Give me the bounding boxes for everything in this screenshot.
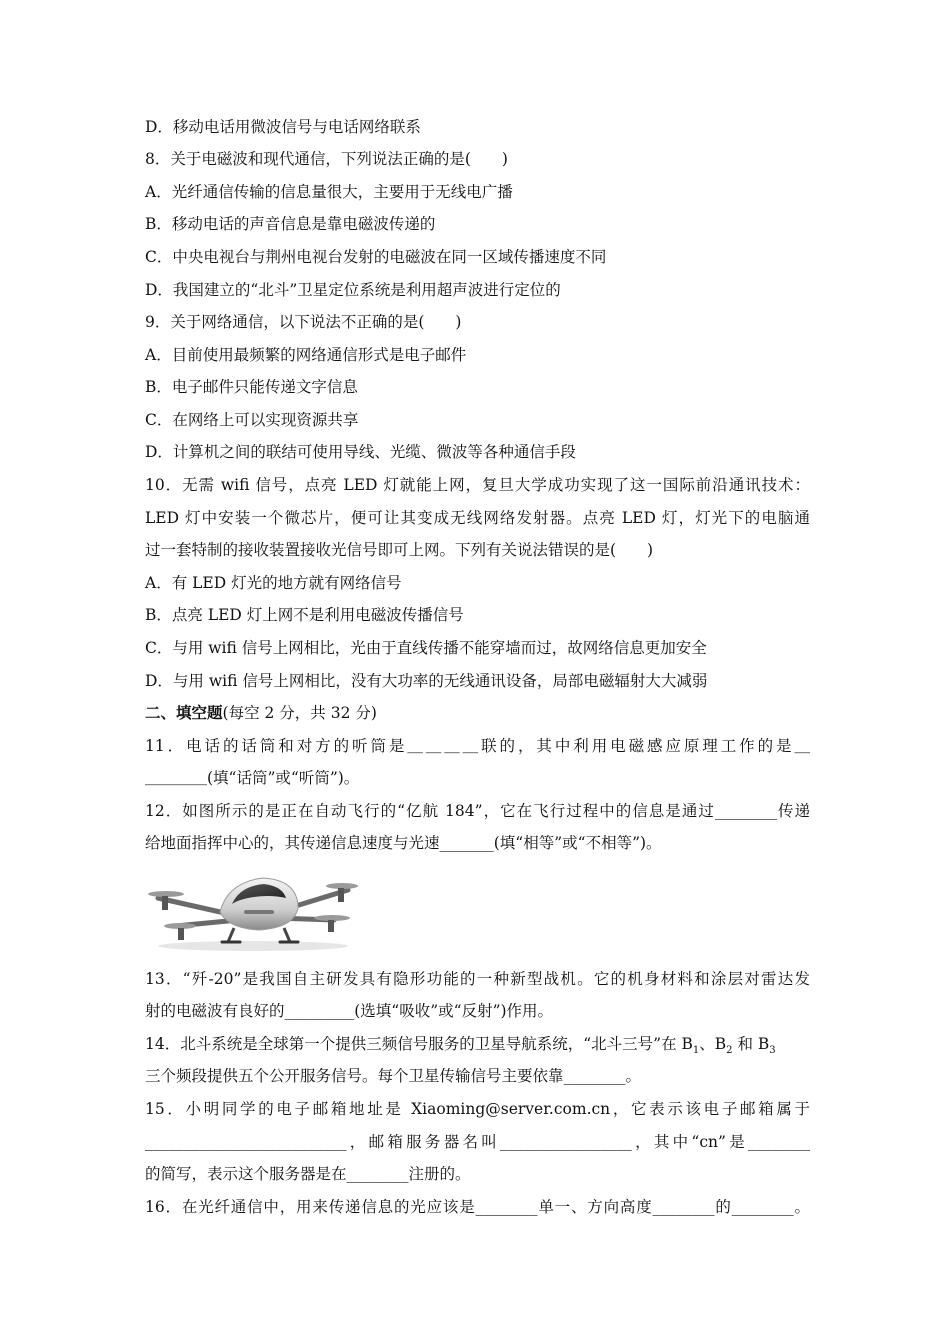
question-13-line2: 射的电磁波有良好的_________(选填“吸收”或“反射”)作用。: [145, 1002, 554, 1020]
section-heading: [145, 702, 810, 724]
question-14-line1: [145, 1033, 810, 1055]
option-7d: D．移动电话用微波信号与电话网络联系: [145, 118, 421, 136]
section-title: 二、填空题: [145, 703, 223, 722]
question-15-line1: 15．小明同学的电子邮箱地址是 Xiaoming@server.com.cn，它表示该电子邮箱属于: [145, 1100, 810, 1118]
question-15-line2: __________________________，邮箱服务器名叫_________________，其中“cn”是________: [145, 1133, 810, 1151]
question-10-line2: LED 灯中安装一个微芯片，便可让其变成无线网络发射器。点亮 LED 灯，灯光下的电脑通: [145, 509, 810, 527]
q14-sub-1: 1: [692, 1045, 700, 1057]
option-8b: B．移动电话的声音信息是靠电磁波传递的: [145, 215, 436, 233]
option-10d: D．与用 wifi 信号上网相比，没有大功率的无线通讯设备，局部电磁辐射大大减弱: [145, 672, 708, 690]
question-10-line3: 过一套特制的接收装置接收光信号即可上网。下列有关说法错误的是( ): [145, 541, 654, 559]
question-12-line2: 给地面指挥中心的，其传递信息速度与光速_______(填“相等”或“不相等”)。: [145, 834, 662, 852]
question-15-line3: 的简写，表示这个服务器是在________注册的。: [145, 1165, 471, 1183]
q14-sub-2: 2: [726, 1045, 733, 1057]
q14-text-b: 、B: [699, 1035, 727, 1053]
option-10b: B．点亮 LED 灯上网不是利用电磁波传播信号: [145, 606, 464, 624]
option-9b: B．电子邮件只能传递文字信息: [145, 378, 358, 396]
section-note: (每空 2 分，共 32 分): [222, 704, 377, 722]
option-9d: D．计算机之间的联结可使用导线、光缆、微波等各种通信手段: [145, 443, 576, 461]
question-12-line1: 12．如图所示的是正在自动飞行的“亿航 184”，它在飞行过程中的信息是通过________传递: [145, 802, 810, 820]
q14-text-c: 和 B: [732, 1035, 770, 1053]
question-11-line1: 11．电话的话筒和对方的听筒是＿＿＿＿联的，其中利用电磁感应原理工作的是＿: [145, 737, 810, 755]
option-8d: D．我国建立的“北斗”卫星定位系统是利用超声波进行定位的: [145, 281, 561, 299]
question-8: 8．关于电磁波和现代通信，下列说法正确的是( ): [145, 150, 508, 168]
q14-text-a: 14．北斗系统是全球第一个提供三频信号服务的卫星导航系统，“北斗三号”在 B: [145, 1035, 693, 1053]
option-10a: A．有 LED 灯光的地方就有网络信号: [145, 574, 402, 592]
question-13-line1: 13．“歼-20”是我国自主研发具有隐形功能的一种新型战机。它的机身材料和涂层对雷达发: [145, 970, 810, 988]
option-9c: C．在网络上可以实现资源共享: [145, 411, 359, 429]
question-16-line1: 16．在光纤通信中，用来传递信息的光应该是________单一、方向高度________的________。: [145, 1198, 810, 1216]
option-8c: C．中央电视台与荆州电视台发射的电磁波在同一区域传播速度不同: [145, 248, 607, 266]
q14-sub-3: 3: [769, 1045, 776, 1057]
question-11-line2: ＿＿＿＿(填“话筒”或“听筒”)。: [145, 769, 360, 787]
question-10-line1: 10．无需 wifi 信号，点亮 LED 灯就能上网，复旦大学成功实现了这一国际前沿通讯技术：: [145, 476, 810, 494]
drone-image: [148, 868, 360, 952]
option-9a: A．目前使用最频繁的网络通信形式是电子邮件: [145, 346, 467, 364]
question-14-line2: 三个频段提供五个公开服务信号。每个卫星传输信号主要依靠________。: [145, 1067, 642, 1085]
question-9: 9．关于网络通信，以下说法不正确的是( ): [145, 313, 462, 331]
option-8a: A．光纤通信传输的信息量很大，主要用于无线电广播: [145, 183, 513, 201]
option-10c: C．与用 wifi 信号上网相比，光由于直线传播不能穿墙而过，故网络信息更加安全: [145, 639, 707, 657]
